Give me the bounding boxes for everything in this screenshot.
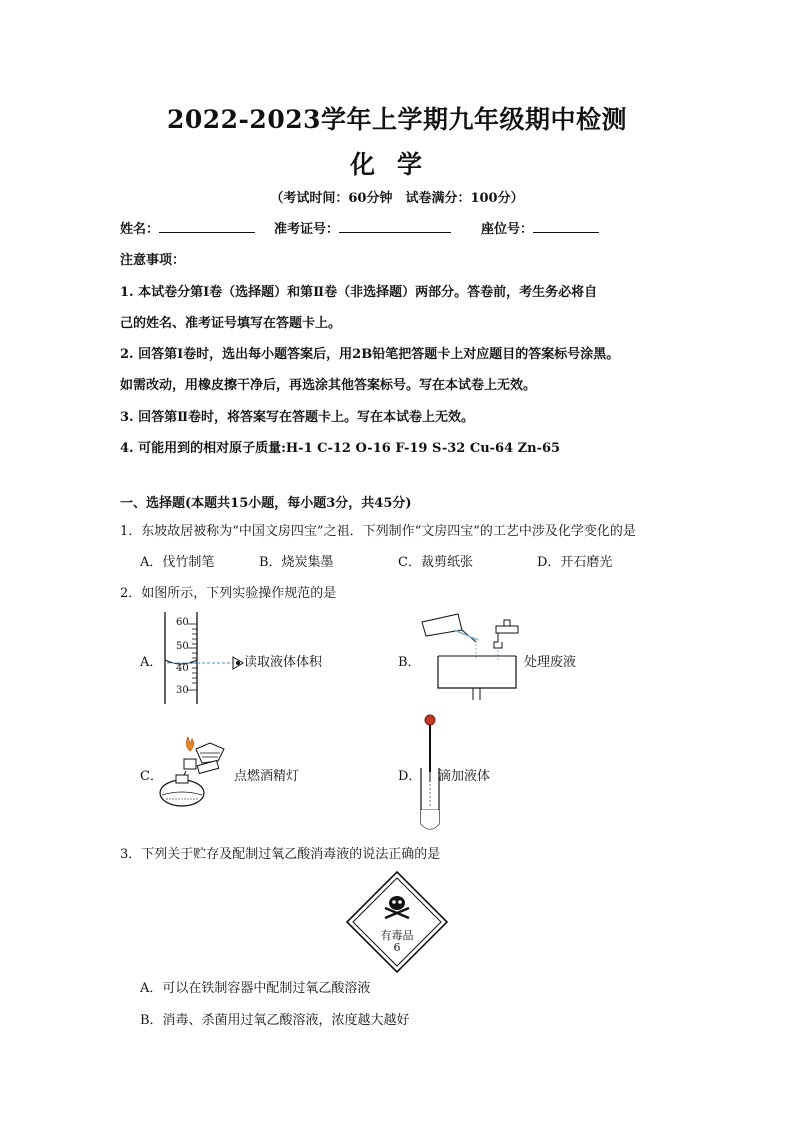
tick-label: 40 <box>176 663 189 674</box>
q2-option-c-letter[interactable]: C． <box>140 769 163 784</box>
page-title: 2022-2023学年上学期九年级期中检测 <box>166 105 628 134</box>
subject-title: 化学 <box>349 150 444 179</box>
q2-option-c-text: 点燃酒精灯 <box>234 769 300 784</box>
tick-label: 30 <box>176 685 189 696</box>
q2-option-b-letter[interactable]: B． <box>398 655 421 670</box>
q1-option-c[interactable]: C．裁剪纸张 <box>398 555 473 570</box>
tick-label: 50 <box>176 641 189 652</box>
graduated-cylinder-figure <box>155 612 245 712</box>
alcohol-lamp-figure <box>158 735 234 810</box>
q2-option-a-letter[interactable]: A． <box>140 655 163 670</box>
q2-option-d-letter[interactable]: D． <box>398 769 422 784</box>
seat-label: 座位号： <box>481 222 534 237</box>
note-line: 己的姓名、准考证号填写在答题卡上。 <box>120 316 342 331</box>
note-line: 如需改动，用橡皮擦干净后，再选涂其他答案标号。写在本试卷上无效。 <box>120 378 537 393</box>
sign-number: 6 <box>393 941 401 954</box>
q3-option-a[interactable]: A．可以在铁制容器中配制过氧乙酸溶液 <box>140 981 371 996</box>
q2-option-d-text: 滴加液体 <box>438 769 491 784</box>
notes-heading: 注意事项： <box>120 253 186 268</box>
q2-option-b-text: 处理废液 <box>524 655 577 670</box>
question-1-stem: 1．东坡故居被称为“中国文房四宝”之祖．下列制作“文房四宝”的工艺中涉及化学变化的是 <box>120 524 636 539</box>
seat-field[interactable] <box>481 218 599 237</box>
tick-label: 60 <box>176 617 189 628</box>
sink-waste-figure <box>418 612 528 702</box>
q2-option-a-text: 读取液体体积 <box>244 655 323 670</box>
q1-option-d[interactable]: D．开石磨光 <box>537 555 613 570</box>
exam-no-blank[interactable] <box>339 218 451 233</box>
q3-option-b[interactable]: B．消毒、杀菌用过氧乙酸溶液，浓度越大越好 <box>140 1013 410 1028</box>
exam-no-field[interactable] <box>274 218 451 237</box>
name-field[interactable] <box>120 218 255 237</box>
exam-no-label: 准考证号： <box>274 222 340 237</box>
seat-blank[interactable] <box>533 218 599 233</box>
note-line: 2. 回答第Ⅰ卷时，选出每小题答案后，用2B铅笔把答题卡上对应题目的答案标号涂黑。 <box>120 347 620 362</box>
note-line: 4. 可能用到的相对原子质量:H-1 C-12 O-16 F-19 S-32 Cu-64 Zn-65 <box>120 441 561 456</box>
sign-text: 有毒品 <box>380 929 414 942</box>
q1-option-a[interactable]: A．伐竹制笔 <box>140 555 215 570</box>
name-label: 姓名： <box>120 222 160 237</box>
toxic-hazard-sign <box>345 870 449 974</box>
section-heading: 一、选择题(本题共15小题，每小题3分，共45分) <box>120 496 412 511</box>
note-line: 3. 回答第Ⅱ卷时，将答案写在答题卡上。写在本试卷上无效。 <box>120 410 475 425</box>
note-line: 1. 本试卷分第Ⅰ卷（选择题）和第Ⅱ卷（非选择题）两部分。答卷前，考生务必将自 <box>120 285 598 300</box>
question-3-stem: 3．下列关于贮存及配制过氧乙酸消毒液的说法正确的是 <box>120 847 441 862</box>
name-blank[interactable] <box>159 218 255 233</box>
exam-time-info: （考试时间：60分钟 试卷满分：100分） <box>270 191 524 206</box>
q1-option-b[interactable]: B．烧炭集墨 <box>259 555 334 570</box>
question-2-stem: 2．如图所示，下列实验操作规范的是 <box>120 586 337 601</box>
